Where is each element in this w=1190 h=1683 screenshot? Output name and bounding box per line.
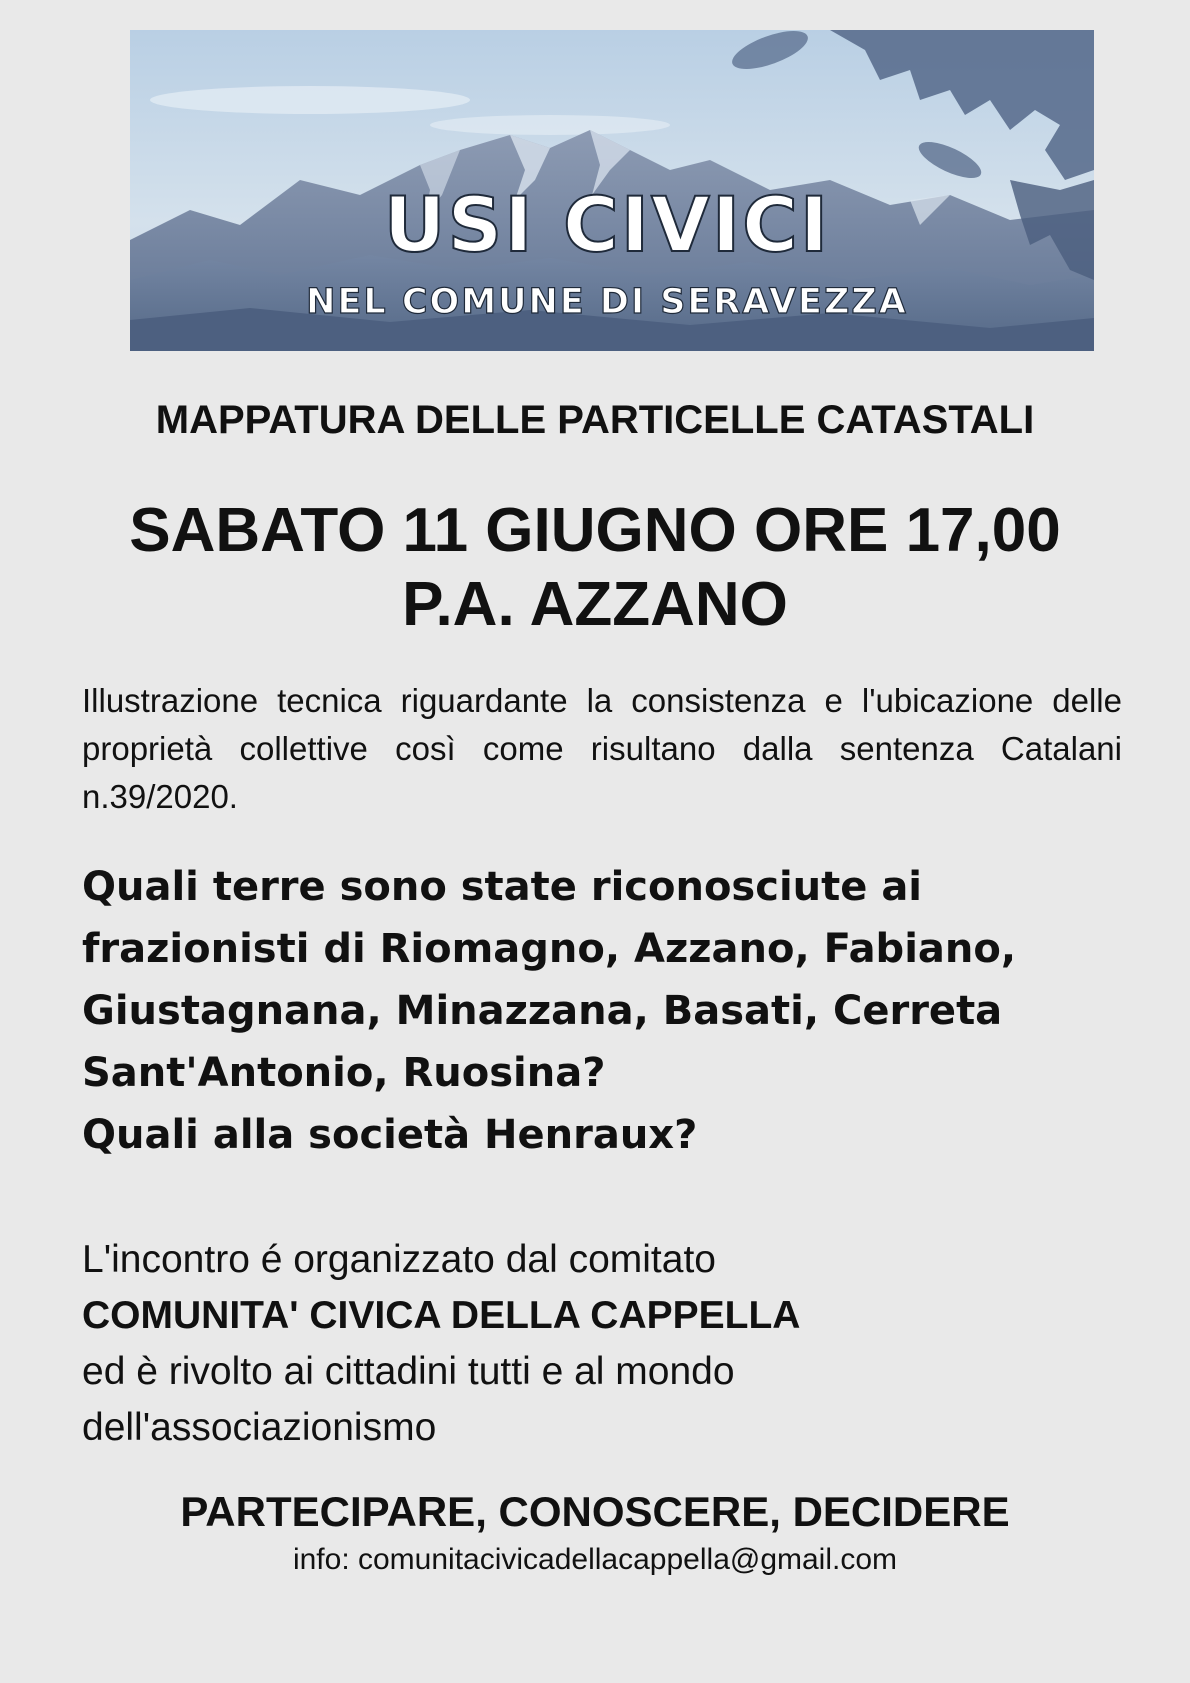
- banner-image: [130, 30, 1094, 351]
- slogan: PARTECIPARE, CONOSCERE, DECIDERE: [180, 1488, 1010, 1535]
- committee-name: COMUNITA' CIVICA DELLA CAPPELLA: [82, 1294, 801, 1337]
- organizer-line: dell'associazionismo: [82, 1406, 437, 1449]
- organizer-line: L'incontro é organizzato dal comitato: [82, 1238, 716, 1281]
- question-line: frazionisti di Riomagno, Azzano, Fabiano,: [82, 926, 1017, 972]
- banner-title: USI CIVICI: [383, 180, 831, 269]
- question-line: Quali terre sono state riconosciute ai: [82, 864, 923, 910]
- questions-block: [82, 856, 1142, 1166]
- question-line: Quali alla società Henraux?: [82, 1112, 698, 1158]
- question-line: Giustagnana, Minazzana, Basati, Cerreta: [82, 988, 1003, 1034]
- event-place: P.A. AZZANO: [402, 570, 788, 639]
- event-date-time: SABATO 11 GIUGNO ORE 17,00: [129, 496, 1061, 565]
- banner-subtitle: NEL COMUNE DI SERAVEZZA: [306, 282, 908, 322]
- intro-paragraph: Illustrazione tecnica riguardante la consistenza e l'ubicazione delle proprietà collettive così come risultano dalla sentenza Catalani n.39/2020.: [82, 682, 1122, 815]
- organizer-line: ed è rivolto ai cittadini tutti e al mondo: [82, 1350, 735, 1393]
- section-heading: MAPPATURA DELLE PARTICELLE CATASTALI: [155, 398, 1035, 442]
- contact-info: info: comunitacivicadellacappella@gmail.com: [292, 1543, 898, 1576]
- question-line: Sant'Antonio, Ruosina?: [82, 1050, 606, 1096]
- organizer-block: [82, 1232, 1122, 1456]
- event-info: [0, 494, 1190, 642]
